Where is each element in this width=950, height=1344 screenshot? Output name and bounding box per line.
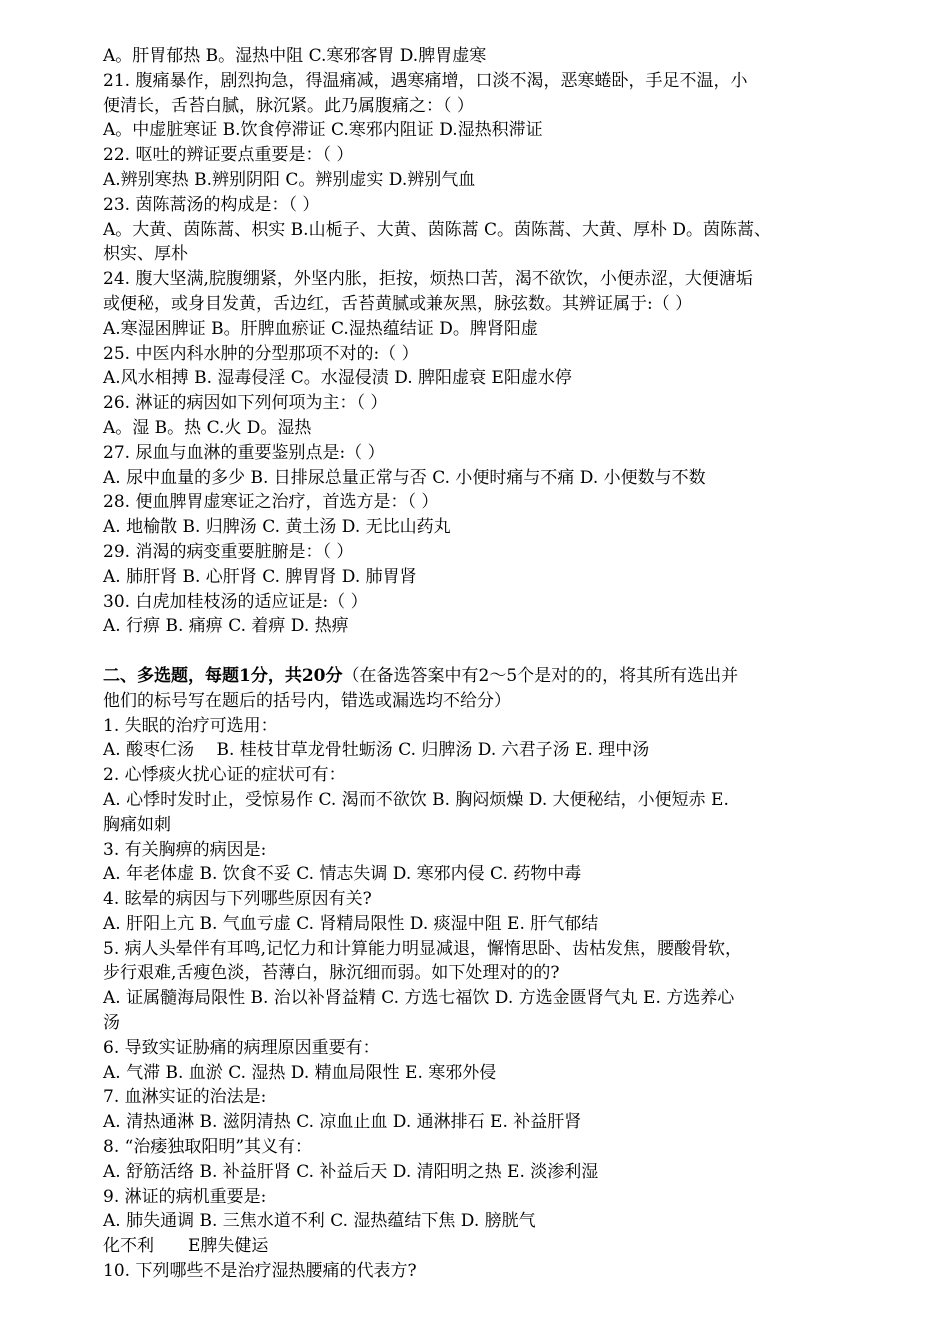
text-line: A。湿 B。热 C.火 D。湿热 [103,417,312,438]
text-line: 枳实、厚朴 [103,244,188,265]
text-line: A. 心悸时发时止，受惊易作 C. 渴而不欲饮 B. 胸闷烦燥 D. 大便秘结，小便短赤 E. [103,789,729,810]
text-line: 汤 [103,1013,120,1034]
text-line: A. 肝阳上亢 B. 气血亏虚 C. 肾精局限性 D. 痰湿中阻 E. 肝气郁结 [103,913,599,934]
text-line: A. 舒筋活络 B. 补益肝肾 C. 补益后天 D. 清阳明之热 E. 淡渗利湿 [103,1161,599,1182]
text-line: 步行艰难,舌瘦色淡，苔薄白，脉沉细而弱。如下处理对的的? [103,963,560,984]
text-line: A。肝胃郁热 B。湿热中阻 C.寒邪客胃 D.脾胃虚寒 [103,46,487,66]
text-line: 21. 腹痛暴作，剧烈拘急，得温痛减，遇寒痛增，口淡不渴，恶寒蜷卧，手足不温，小 [103,70,748,91]
text-line: 1. 失眠的治疗可选用： [103,715,278,736]
text-line: A. 尿中血量的多少 B. 日排尿总量正常与否 C. 小便时痛与不痛 D. 小便数与不数 [103,467,706,488]
text-line: 9. 淋证的病机重要是: [103,1186,267,1207]
section-heading-line [103,664,913,689]
blank-line [103,639,913,664]
text-line: 5. 病人头晕伴有耳鸣,记忆力和计算能力明显减退，懈惰思卧、齿枯发焦，腰酸骨软， [103,938,743,959]
text-line: A. 肺失通调 B. 三焦水道不利 C. 湿热蕴结下焦 D. 膀胱气 [103,1211,536,1232]
text-line: 2. 心悸痰火扰心证的症状可有： [103,765,346,786]
text-line: A. 清热通淋 B. 滋阴清热 C. 凉血止血 D. 通淋排石 E. 补益肝肾 [103,1112,582,1133]
text-line: 或便秘，或身目发黄，舌边红，舌苔黄腻或兼灰黑，脉弦数。其辨证属于:（ ） [103,293,693,314]
text-line: 28. 便血脾胃虚寒证之治疗，首选方是：（ ） [103,492,439,513]
text-line: A. 年老体虚 B. 饮食不妥 C. 情志失调 D. 寒邪内侵 C. 药物中毒 [103,864,582,885]
text-line: A.辨别寒热 B.辨别阴阳 C。辨别虚实 D.辨别气血 [103,169,476,190]
single-choice-questions [103,44,913,639]
text-line: 27. 尿血与血淋的重要鉴别点是:（ ） [103,442,385,463]
text-line: 25. 中医内科水肿的分型那项不对的:（ ） [103,343,419,364]
section-title: 二、多选题，每题1分，共20分 [103,665,343,686]
text-line: A. 肺肝肾 B. 心肝肾 C. 脾胃肾 D. 肺胃肾 [103,566,417,587]
text-line: A。大黄、茵陈蒿、枳实 B.山栀子、大黄、茵陈蒿 C。茵陈蒿、大黄、厚朴 D。茵陈蒿、 [103,219,772,240]
section-note-continued: 他们的标号写在题后的括号内，错选或漏选均不给分） [103,690,511,711]
text-line: 4. 眩晕的病因与下列哪些原因有关? [103,889,372,910]
text-line: 7. 血淋实证的治法是: [103,1087,267,1108]
text-line: 便清长，舌苔白腻，脉沉紧。此乃属腹痛之：（ ） [103,95,474,116]
text-line: 22. 呕吐的辨证要点重要是：（ ） [103,145,354,166]
multiple-choice-questions [103,714,913,1284]
text-line: 3. 有关胸痹的病因是: [103,839,267,860]
section-note: （在备选答案中有2～5个是对的的，将其所有选出并 [342,665,739,686]
text-line: A. 气滞 B. 血淤 C. 湿热 D. 精血局限性 E. 寒邪外侵 [103,1062,497,1083]
text-line: 29. 消渴的病变重要脏腑是：（ ） [103,541,354,562]
text-line: 23. 茵陈蒿汤的构成是：（ ） [103,194,320,215]
text-line: A. 酸枣仁汤 B. 桂枝甘草龙骨牡蛎汤 C. 归脾汤 D. 六君子汤 E. 理中汤 [103,740,650,761]
text-line: 26. 淋证的病因如下列何项为主：（ ） [103,393,388,414]
exam-page [103,44,913,1284]
text-line: 30. 白虎加桂枝汤的适应证是:（ ） [103,591,368,612]
text-line: 化不利 E脾失健运 [103,1236,269,1257]
text-line: 10. 下列哪些不是治疗湿热腰痛的代表方? [103,1261,417,1282]
text-line: 6. 导致实证胁痛的病理原因重要有： [103,1037,380,1058]
text-line: A.风水相搏 B. 湿毒侵淫 C。水湿侵渍 D. 脾阳虚衰 E阳虚水停 [103,368,572,389]
text-line: A. 地榆散 B. 归脾汤 C. 黄土汤 D. 无比山药丸 [103,517,451,538]
text-line: 24. 腹大坚满,脘腹绷紧，外坚内胀，拒按，烦热口苦，渴不欲饮，小便赤涩，大便溏垢 [103,269,753,290]
text-line: A。中虚脏寒证 B.饮食停滞证 C.寒邪内阻证 D.湿热积滞证 [103,120,543,141]
text-line: A. 证属髓海局限性 B. 治以补肾益精 C. 方选七福饮 D. 方选金匮肾气丸 E. 方选养心 [103,988,735,1009]
text-line: A.寒湿困脾证 B。肝脾血瘀证 C.湿热蕴结证 D。脾肾阳虚 [103,318,538,339]
text-line: A. 行痹 B. 痛痹 C. 着痹 D. 热痹 [103,616,349,637]
text-line: 胸痛如刺 [103,814,171,835]
text-line: 8. “治痿独取阳明”其义有： [103,1137,313,1158]
